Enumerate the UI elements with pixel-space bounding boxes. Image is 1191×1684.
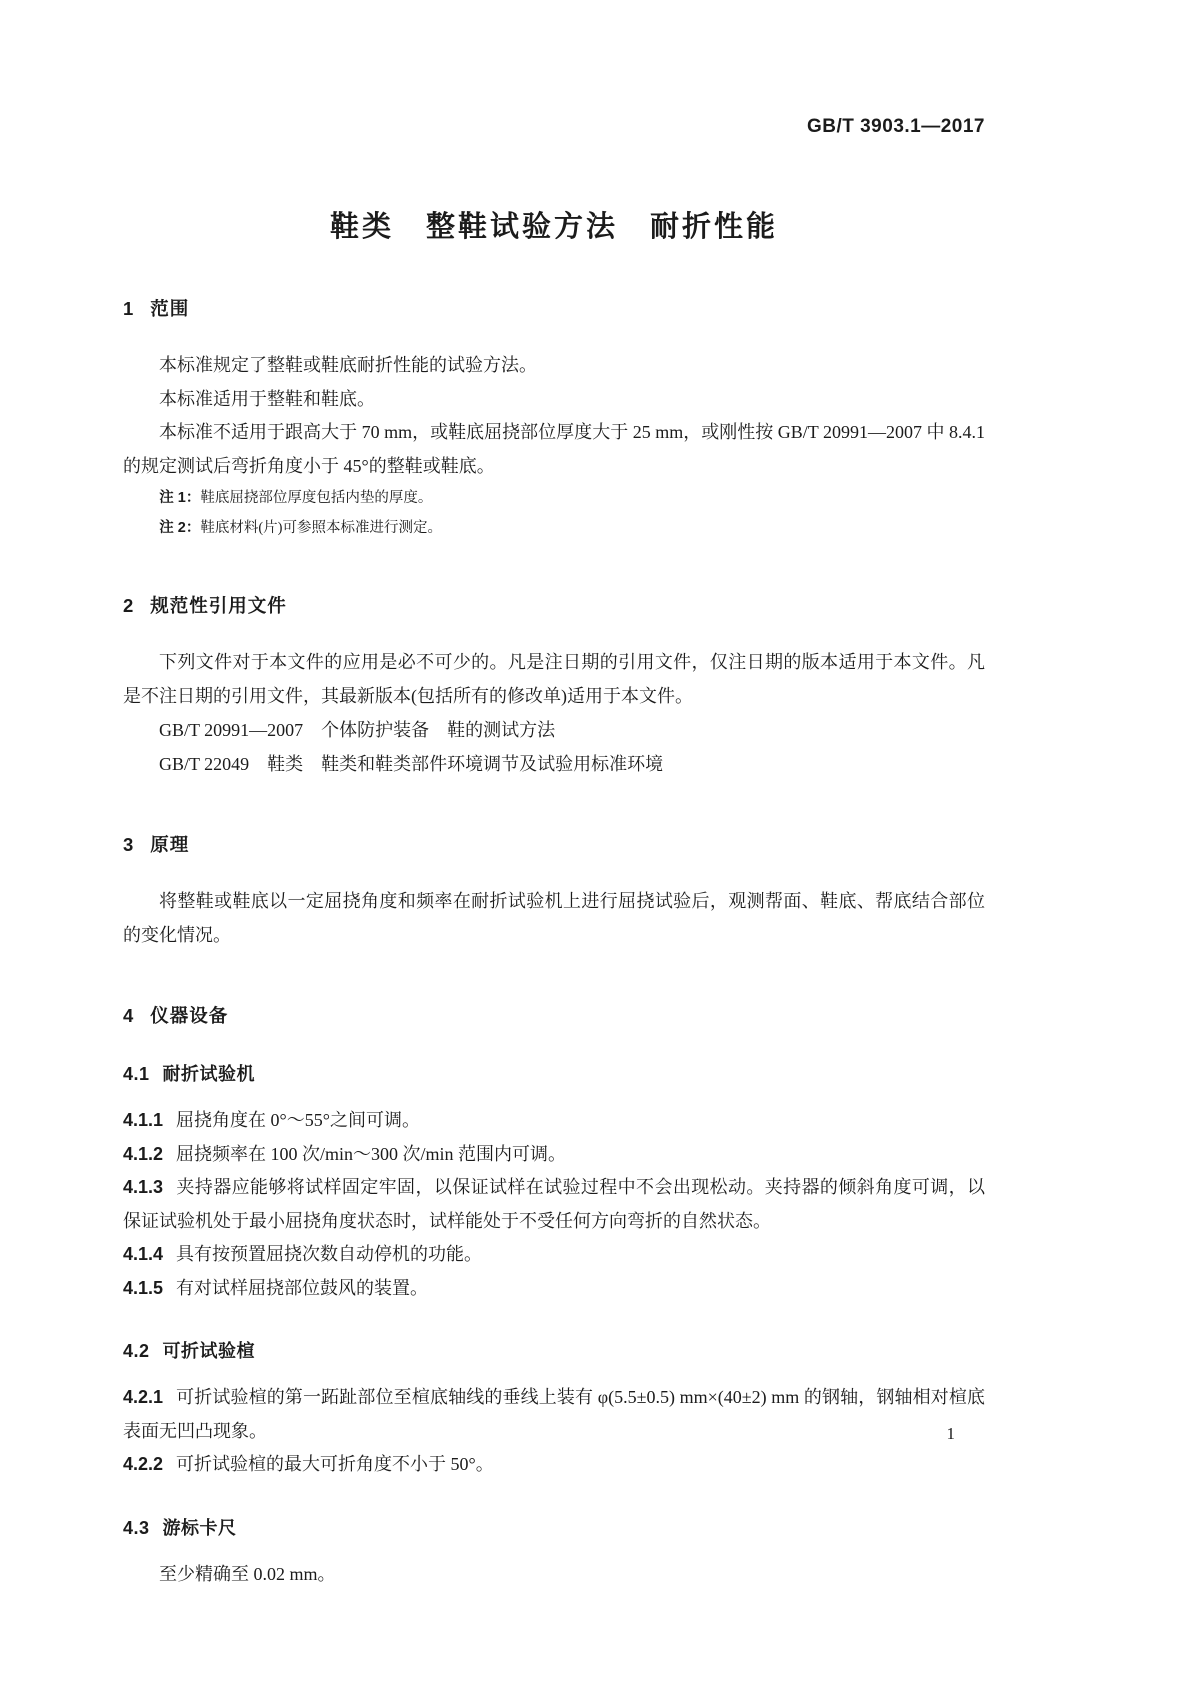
section-3-heading <box>123 831 985 857</box>
clause-4-1-4 <box>123 1238 985 1272</box>
page-header <box>123 116 985 138</box>
principle-paragraph: 将整鞋或鞋底以一定屈挠角度和频率在耐折试验机上进行屈挠试验后，观测帮面、鞋底、帮底结合部位的变化情况。 <box>123 891 985 945</box>
section-2-number: 2 <box>123 595 135 616</box>
section-4-3-title: 游标卡尺 <box>162 1517 237 1538</box>
clause-4-3-text: 至少精确至 0.02 mm。 <box>159 1563 336 1584</box>
section-apparatus <box>123 1002 985 1591</box>
scope-note-2 <box>159 515 985 543</box>
clause-4-1-2 <box>123 1138 985 1172</box>
clause-4-1-3 <box>123 1171 985 1238</box>
standard-number: GB/T 3903.1—2017 <box>806 116 985 137</box>
clause-4-2-1-text: 可折试验楦的第一跖趾部位至楦底轴线的垂线上装有 φ(5.5±0.5) mm×(40±2) mm 的钢轴，钢轴相对楦底表面无凹凸现象。 <box>123 1387 985 1441</box>
page-number: 1 <box>946 1424 955 1443</box>
section-4-3-heading <box>123 1514 985 1540</box>
clause-4-2-2 <box>123 1448 985 1482</box>
section-4-2-title: 可折试验楦 <box>162 1341 256 1361</box>
scope-paragraph-3: 本标准不适用于跟高大于 70 mm，或鞋底屈挠部位厚度大于 25 mm，或刚性按 GB/T 20991—2007 中 8.4.1 的规定测试后弯折角度小于 45°的整鞋或鞋底。 <box>123 422 985 476</box>
clause-4-1-5-number: 4.1.5 <box>123 1277 164 1298</box>
section-4-1-heading <box>123 1060 985 1086</box>
clause-4-1-3-text: 夹持器应能够将试样固定牢固，以保证试样在试验过程中不会出现松动。夹持器的倾斜角度可调，以保证试验机处于最小屈挠角度状态时，试样能处于不受任何方向弯折的自然状态。 <box>123 1177 985 1231</box>
section-4-1-number: 4.1 <box>123 1064 150 1084</box>
section-4-heading <box>123 1002 985 1028</box>
section-3-number: 3 <box>123 834 135 855</box>
section-4-title: 仪器设备 <box>150 1005 229 1026</box>
section-normative-references <box>123 592 985 781</box>
references-paragraph: 下列文件对于本文件的应用是必不可少的。凡是注日期的引用文件，仅注日期的版本适用于本文件。凡是不注日期的引用文件，其最新版本(包括所有的修改单)适用于本文件。 <box>123 652 985 706</box>
clause-4-1-3-number: 4.1.3 <box>123 1177 164 1197</box>
clause-4-1-1 <box>123 1104 985 1138</box>
note-1-text: 鞋底屈挠部位厚度包括内垫的厚度。 <box>200 490 433 506</box>
reference-item-1: GB/T 20991—2007 个体防护装备 鞋的测试方法 <box>159 720 556 740</box>
section-principle <box>123 831 985 952</box>
section-3-title: 原理 <box>150 834 190 855</box>
section-2-title: 规范性引用文件 <box>150 595 287 616</box>
clause-4-2-2-number: 4.2.2 <box>123 1454 164 1474</box>
clause-4-1-2-number: 4.1.2 <box>123 1143 164 1164</box>
section-scope <box>123 295 985 542</box>
clause-4-1-4-text: 具有按预置屈挠次数自动停机的功能。 <box>176 1244 483 1264</box>
scope-paragraph-1: 本标准规定了整鞋或鞋底耐折性能的试验方法。 <box>159 355 537 375</box>
scope-note-1 <box>159 485 985 513</box>
document-title: 鞋类 整鞋试验方法 耐折性能 <box>329 211 778 243</box>
section-4-number: 4 <box>123 1005 135 1026</box>
section-2-heading <box>123 592 985 618</box>
reference-item-2: GB/T 22049 鞋类 鞋类和鞋类部件环境调节及试验用标准环境 <box>159 754 664 774</box>
section-4-3-number: 4.3 <box>123 1517 150 1538</box>
section-1-number: 1 <box>123 298 135 319</box>
section-1-heading <box>123 295 985 321</box>
section-1-title: 范围 <box>150 298 190 319</box>
note-1-label: 注 1： <box>159 490 201 506</box>
note-2-text: 鞋底材料(片)可参照本标准进行测定。 <box>200 519 442 536</box>
clause-4-1-5-text: 有对试样屈挠部位鼓风的装置。 <box>176 1277 429 1298</box>
clause-4-1-1-text: 屈挠角度在 0°～55°之间可调。 <box>176 1110 420 1130</box>
clause-4-1-4-number: 4.1.4 <box>123 1244 164 1264</box>
clause-4-2-1-number: 4.2.1 <box>123 1387 164 1407</box>
clause-4-2-2-text: 可折试验楦的最大可折角度不小于 50°。 <box>176 1454 494 1474</box>
clause-4-2-1 <box>123 1381 985 1448</box>
note-2-label: 注 2： <box>159 519 201 536</box>
clause-4-1-1-number: 4.1.1 <box>123 1110 164 1130</box>
section-4-1-title: 耐折试验机 <box>162 1064 256 1084</box>
clause-4-1-5 <box>123 1272 985 1306</box>
clause-4-1-2-text: 屈挠频率在 100 次/min～300 次/min 范围内可调。 <box>176 1143 567 1164</box>
section-4-2-number: 4.2 <box>123 1341 150 1361</box>
scope-paragraph-2: 本标准适用于整鞋和鞋底。 <box>159 388 375 409</box>
section-4-2-heading <box>123 1337 985 1363</box>
